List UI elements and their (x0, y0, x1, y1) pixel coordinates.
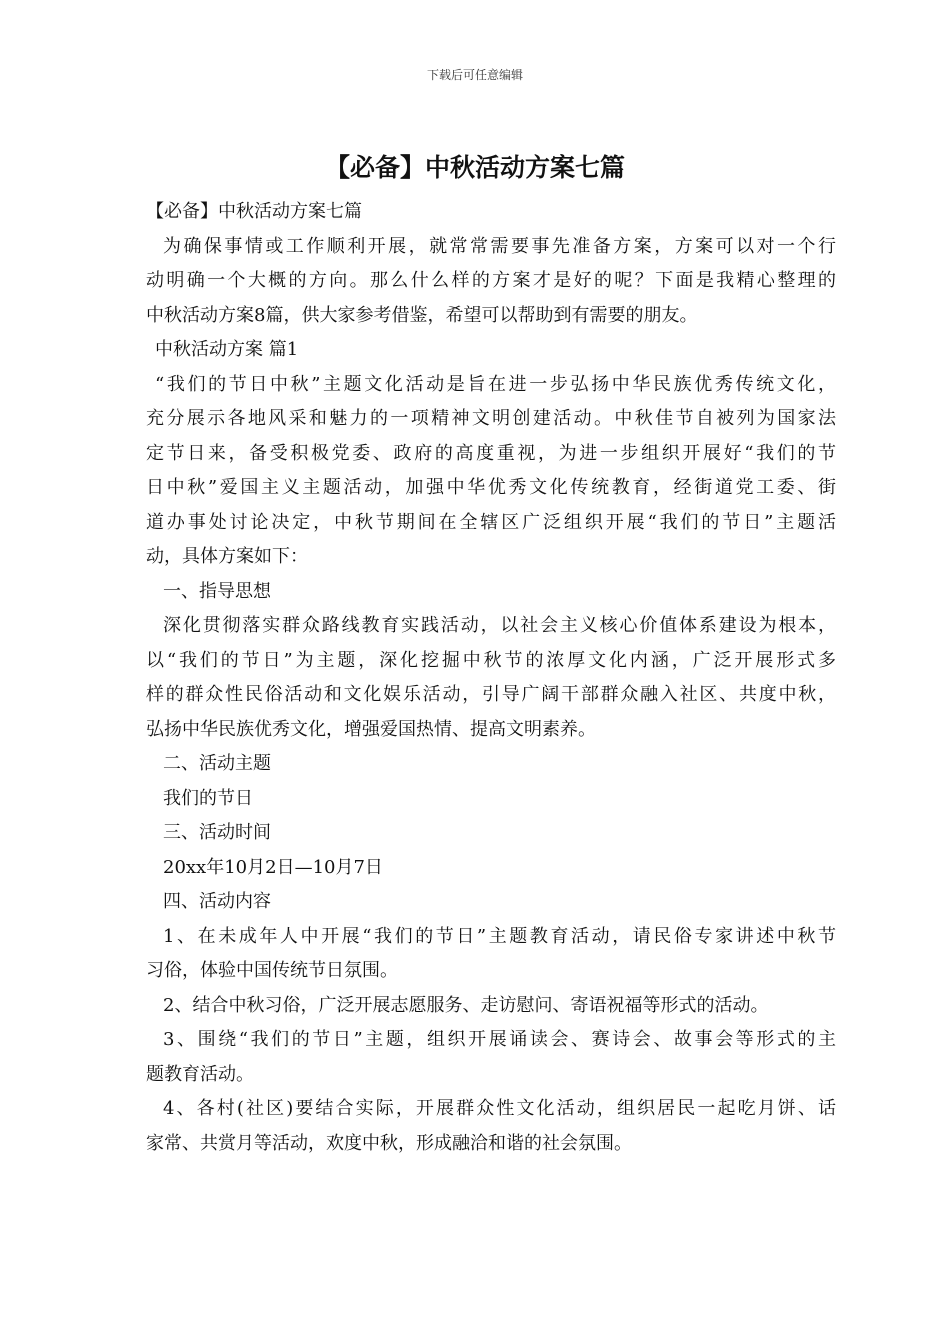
text-line: 我们的节日 (163, 787, 253, 809)
text-line: 日中秋”爱国主义主题活动，加强中华优秀文化传统教育，经街道党工委、街 (146, 477, 836, 498)
text-line: 定节日来，备受积极党委、政府的高度重视，为进一步组织开展好“我们的节 (146, 442, 836, 464)
document-title: 【必备】中秋活动方案七篇 (324, 153, 625, 182)
text-line: 样的群众性民俗活动和文化娱乐活动，引导广阔干部群众融入社区、共度中秋， (146, 684, 836, 705)
text-line: 题教育活动。 (146, 1063, 254, 1085)
text-line: 以“我们的节日”为主题，深化挖掘中秋节的浓厚文化内涵，广泛开展形式多 (146, 649, 836, 671)
text-line: 动明确一个大概的方向。那么什么样的方案才是好的呢？下面是我精心整理的 (146, 270, 836, 291)
text-line: 习俗，体验中国传统节日氛围。 (146, 960, 398, 981)
text-line: 【必备】中秋活动方案七篇 (146, 201, 362, 222)
text-line: 中秋活动方案 篇1 (155, 339, 299, 360)
text-line: 一、指导思想 (163, 580, 271, 602)
document-body (146, 195, 836, 1161)
text-line: “我们的节日中秋”主题文化活动是旨在进一步弘扬中华民族优秀传统文化， (155, 373, 836, 395)
text-line: 2、结合中秋习俗，广泛开展志愿服务、走访慰问、寄语祝福等形式的活动。 (163, 994, 769, 1016)
text-line: 充分展示各地风采和魅力的一项精神文明创建活动。中秋佳节自被列为国家法 (146, 408, 836, 429)
text-line: 二、活动主题 (163, 753, 271, 774)
text-line: 弘扬中华民族优秀文化，增强爱国热情、提高文明素养。 (146, 718, 596, 740)
text-line: 3、围绕“我们的节日”主题，组织开展诵读会、赛诗会、故事会等形式的主 (163, 1029, 836, 1050)
text-line: 20xx年10月2日—10月7日 (163, 856, 383, 878)
text-line: 为确保事情或工作顺利开展，就常常需要事先准备方案，方案可以对一个行 (163, 235, 836, 257)
text-line: 4、各村(社区)要结合实际，开展群众性文化活动，组织居民一起吃月饼、话 (163, 1098, 836, 1119)
text-line: 深化贯彻落实群众路线教育实践活动，以社会主义核心价值体系建设为根本， (163, 615, 836, 636)
text-line: 道办事处讨论决定，中秋节期间在全辖区广泛组织开展“我们的节日”主题活 (146, 511, 836, 533)
header-note: 下载后可任意编辑 (426, 68, 523, 82)
text-line: 四、活动内容 (163, 891, 271, 912)
text-line: 三、活动时间 (163, 822, 271, 843)
text-line: 1、在未成年人中开展“我们的节日”主题教育活动，请民俗专家讲述中秋节 (163, 925, 836, 947)
text-line: 中秋活动方案8篇，供大家参考借鉴，希望可以帮助到有需要的朋友。 (146, 304, 698, 326)
text-line: 家常、共赏月等活动，欢度中秋，形成融洽和谐的社会氛围。 (146, 1132, 632, 1154)
text-line: 动，具体方案如下： (146, 546, 308, 567)
